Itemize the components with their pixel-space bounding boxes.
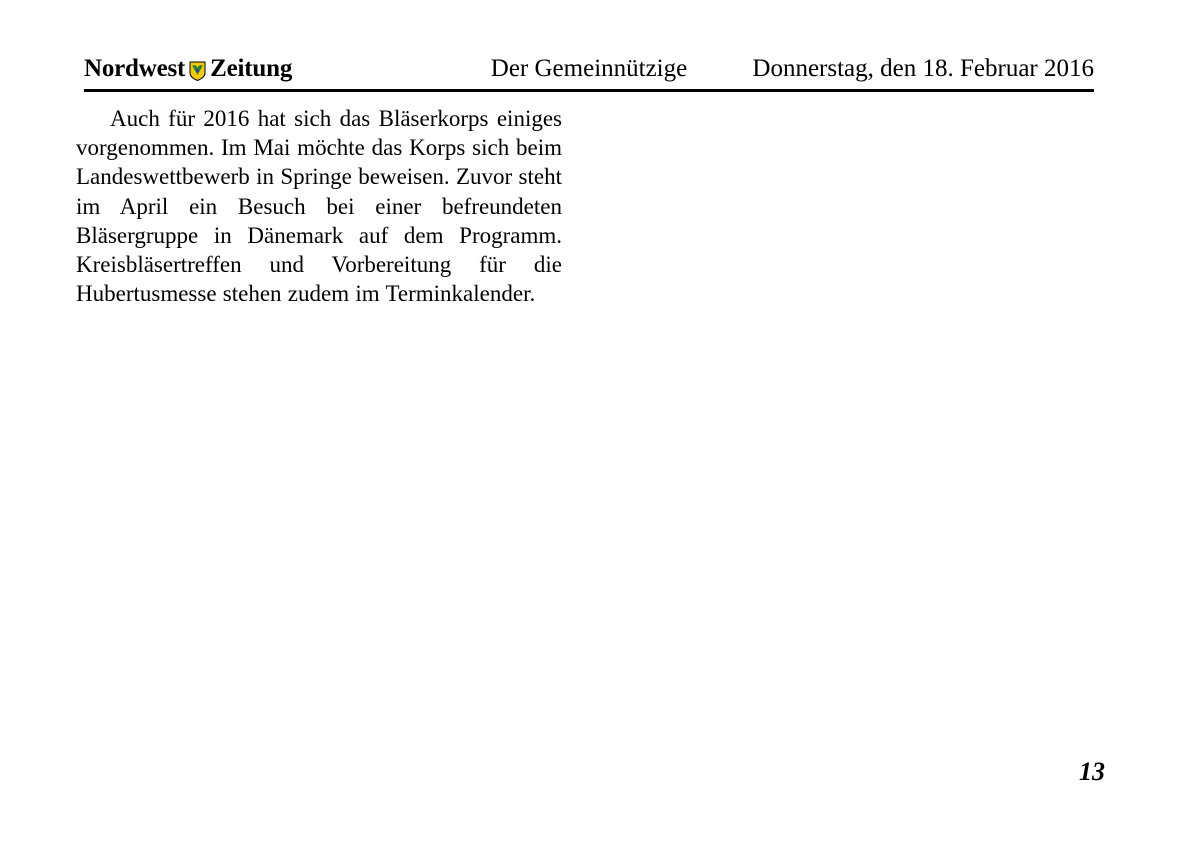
header-date: Donnerstag, den 18. Februar 2016 — [752, 55, 1094, 82]
header-divider — [84, 89, 1094, 92]
header-section-title: Der Gemeinnützige — [490, 55, 688, 82]
running-header — [84, 55, 1094, 87]
masthead-brand-second: Zeitung — [210, 55, 293, 82]
page-number: 13 — [1079, 757, 1105, 786]
newspaper-masthead — [84, 55, 292, 83]
article-paragraph: Auch für 2016 hat sich das Bläserkorps einiges vorgenommen. Im Mai möchte das Korps sich beim Landeswettbewerb in Springe beweisen. Zuvor steht im April ein Besuch bei einer befreundeten Bläsergruppe in Dänemark auf dem Programm. Kreisbläsertreffen und Vorbereitung für die Hubertusmesse stehen zudem im Terminkalender. — [76, 106, 562, 307]
article-column — [76, 104, 562, 308]
coat-of-arms-icon — [189, 61, 206, 81]
masthead-brand-first: Nordwest — [84, 55, 186, 82]
